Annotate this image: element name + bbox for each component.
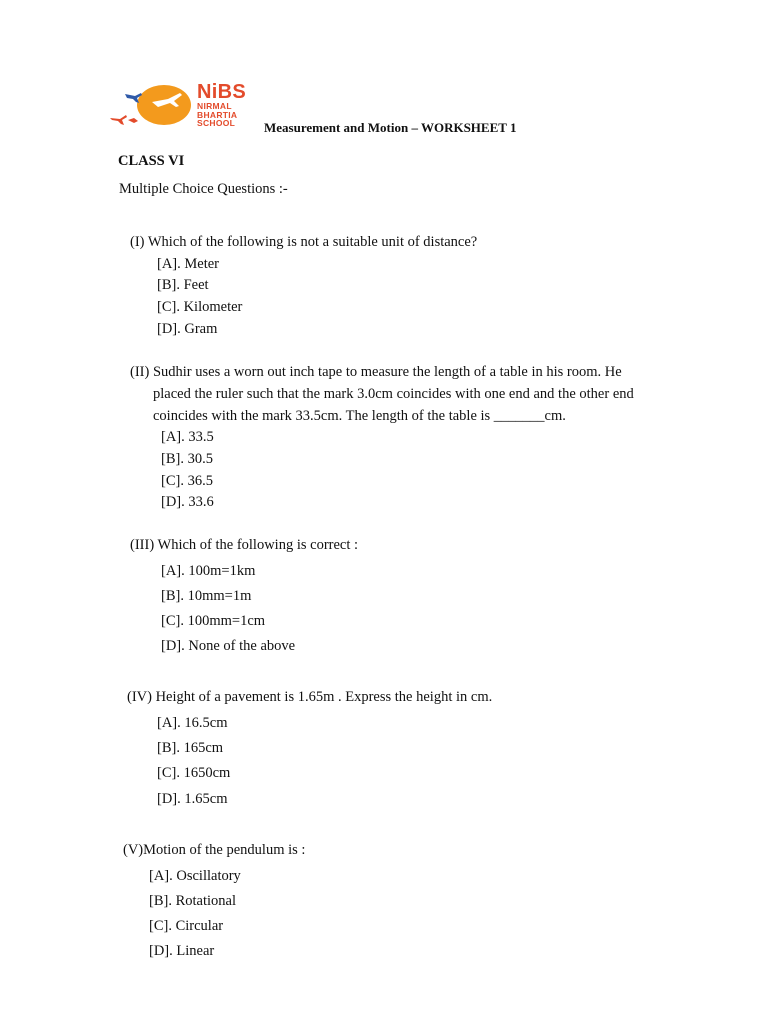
question-2-option-b: [B]. 30.5 xyxy=(161,451,213,467)
question-3-text: (III) Which of the following is correct : xyxy=(130,537,359,553)
question-3-option-c: [C]. 100mm=1cm xyxy=(161,613,266,629)
question-4-text: (IV) Height of a pavement is 1.65m . Express the height in cm. xyxy=(127,689,493,705)
question-3-option-a: [A]. 100m=1km xyxy=(161,563,256,579)
question-5-option-d: [D]. Linear xyxy=(149,943,215,959)
logo-abbreviation: NiBS xyxy=(197,81,246,103)
question-4-option-d: [D]. 1.65cm xyxy=(157,791,228,807)
question-5-option-b: [B]. Rotational xyxy=(149,893,236,909)
question-5-option-c: [C]. Circular xyxy=(149,918,224,934)
question-2-text-line-1: (II) Sudhir uses a worn out inch tape to measure the length of a table in his room. He xyxy=(130,364,622,380)
question-2-text-line-2: placed the ruler such that the mark 3.0cm coincides with one end and the other end xyxy=(153,386,634,402)
logo-emblem-icon xyxy=(108,82,198,132)
worksheet-title: Measurement and Motion – WORKSHEET 1 xyxy=(264,120,517,135)
class-label: CLASS VI xyxy=(118,153,185,169)
question-1-option-d: [D]. Gram xyxy=(157,321,218,337)
question-2-option-d: [D]. 33.6 xyxy=(161,494,214,510)
logo-wordmark xyxy=(197,82,246,128)
question-1-option-b: [B]. Feet xyxy=(157,277,209,293)
logo-line-2: BHARTIA xyxy=(197,109,238,120)
question-2-option-a: [A]. 33.5 xyxy=(161,429,214,445)
question-1-text: (I) Which of the following is not a suitable unit of distance? xyxy=(130,234,478,250)
question-1-option-c: [C]. Kilometer xyxy=(157,299,243,315)
question-5-option-a: [A]. Oscillatory xyxy=(149,868,241,884)
question-4-option-c: [C]. 1650cm xyxy=(157,765,231,781)
question-4-option-b: [B]. 165cm xyxy=(157,740,224,756)
logo-line-1: NIRMAL xyxy=(197,101,232,111)
question-1-option-a: [A]. Meter xyxy=(157,256,220,272)
question-2-option-c: [C]. 36.5 xyxy=(161,473,213,489)
question-3-option-d: [D]. None of the above xyxy=(161,638,296,654)
logo-line-3: SCHOOL xyxy=(197,118,236,129)
question-5-text: (V)Motion of the pendulum is : xyxy=(123,842,306,858)
question-2-text-line-3: coincides with the mark 33.5cm. The length of the table is _______cm. xyxy=(153,408,566,424)
question-4-option-a: [A]. 16.5cm xyxy=(157,715,228,731)
section-heading: Multiple Choice Questions :- xyxy=(119,181,288,197)
school-logo xyxy=(108,82,253,132)
question-3-option-b: [B]. 10mm=1m xyxy=(161,588,252,604)
